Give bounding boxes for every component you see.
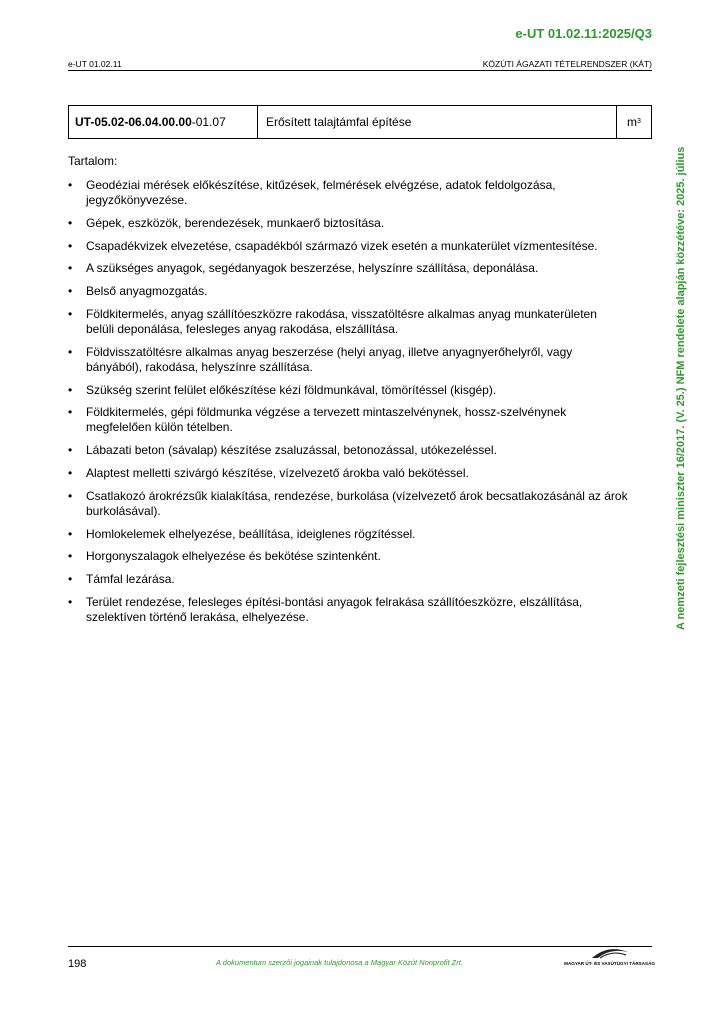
document-code: e-UT 01.02.11:2025/Q3 bbox=[515, 26, 652, 41]
item-title: Erősített talajtámfal építése bbox=[258, 106, 617, 138]
item-unit-base: m bbox=[627, 115, 638, 129]
list-item: • Belső anyagmozgatás. bbox=[68, 284, 628, 299]
list-item: • Geodéziai mérések előkészítése, kitűzések, felmérések elvégzése, adatok feldolgozása, jegyzőkönyvezése. bbox=[68, 178, 628, 208]
header-right: KÖZÚTI ÁGAZATI TÉTELRENDSZER (KÁT) bbox=[482, 59, 652, 69]
list-item: • Terület rendezése, felesleges építési-bontási anyagok felrakása szállítóeszközre, elszállítása, szelektíven történő lerakása, elhelyezése. bbox=[68, 595, 628, 625]
list-item: • Horgonyszalagok elhelyezése és bekötése szintenként. bbox=[68, 549, 628, 564]
item-code-main: UT-05.02-06.04.00.00 bbox=[75, 115, 192, 129]
list-item: • Alaptest melletti szivárgó készítése, vízelvezető árokba való bekötéssel. bbox=[68, 466, 628, 481]
item-unit: m 3 bbox=[627, 115, 641, 129]
publication-side-note: A nemzeti fejlesztési miniszter 16/2017. (V. 25.) NFM rendelete alapján közzétéve: 2025. július bbox=[675, 146, 687, 630]
list-item: • Földkitermelés, gépi földmunka végzése a tervezett mintaszelvénynek, hossz-szelvénynek megfelelően külön tételben. bbox=[68, 405, 628, 435]
header-left: e-UT 01.02.11 bbox=[68, 59, 122, 69]
page-number: 198 bbox=[68, 958, 87, 970]
list-item: • Támfal lezárása. bbox=[68, 572, 628, 587]
list-item: • A szükséges anyagok, segédanyagok beszerzése, helyszínre szállítása, deponálása. bbox=[68, 261, 628, 276]
road-arc-logo-icon bbox=[590, 946, 630, 960]
contents-label: Tartalom: bbox=[68, 154, 118, 168]
item-code-suffix: -01.07 bbox=[191, 115, 226, 129]
copyright-notice: A dokumentum szerzői jogainak tulajdonosa a Magyar Közút Nonprofit Zrt. bbox=[216, 958, 463, 967]
contents-list bbox=[68, 178, 628, 633]
list-item: • Földvisszatöltésre alkalmas anyag beszerzése (helyi anyag, illetve anyagnyerőhelyről, vagy bányából), rakodása, helyszínre szállítása. bbox=[68, 345, 628, 375]
header-divider bbox=[68, 70, 652, 71]
logo-text: MAGYAR ÚT- ÉS VASÚTÜGYI TÁRSASÁG bbox=[564, 961, 655, 966]
list-item: • Szükség szerint felület előkészítése kézi földmunkával, tömörítéssel (kisgép). bbox=[68, 383, 628, 398]
list-item: • Csapadékvizek elvezetése, csapadékból származó vizek esetén a munkaterület vízmentesítése. bbox=[68, 239, 628, 254]
list-item: • Földkitermelés, anyag szállítóeszközre rakodása, visszatöltésre alkalmas anyag munkaterületen belüli deponálása, felesleges anyag rakodása, elszállítása. bbox=[68, 307, 628, 337]
list-item: • Homlokelemek elhelyezése, beállítása, ideiglenes rögzítéssel. bbox=[68, 527, 628, 542]
item-code-cell bbox=[69, 106, 258, 138]
list-item: • Lábazati beton (sávalap) készítése zsaluzással, betonozással, utókezeléssel. bbox=[68, 443, 628, 458]
footer-logo bbox=[560, 946, 655, 972]
item-code-table bbox=[68, 105, 652, 139]
list-item: • Csatlakozó árokrézsűk kialakítása, rendezése, burkolása (vízelvezető árok becsatlakozásánál az árok burkolásával). bbox=[68, 489, 628, 519]
list-item: • Gépek, eszközök, berendezések, munkaerő biztosítása. bbox=[68, 216, 628, 231]
